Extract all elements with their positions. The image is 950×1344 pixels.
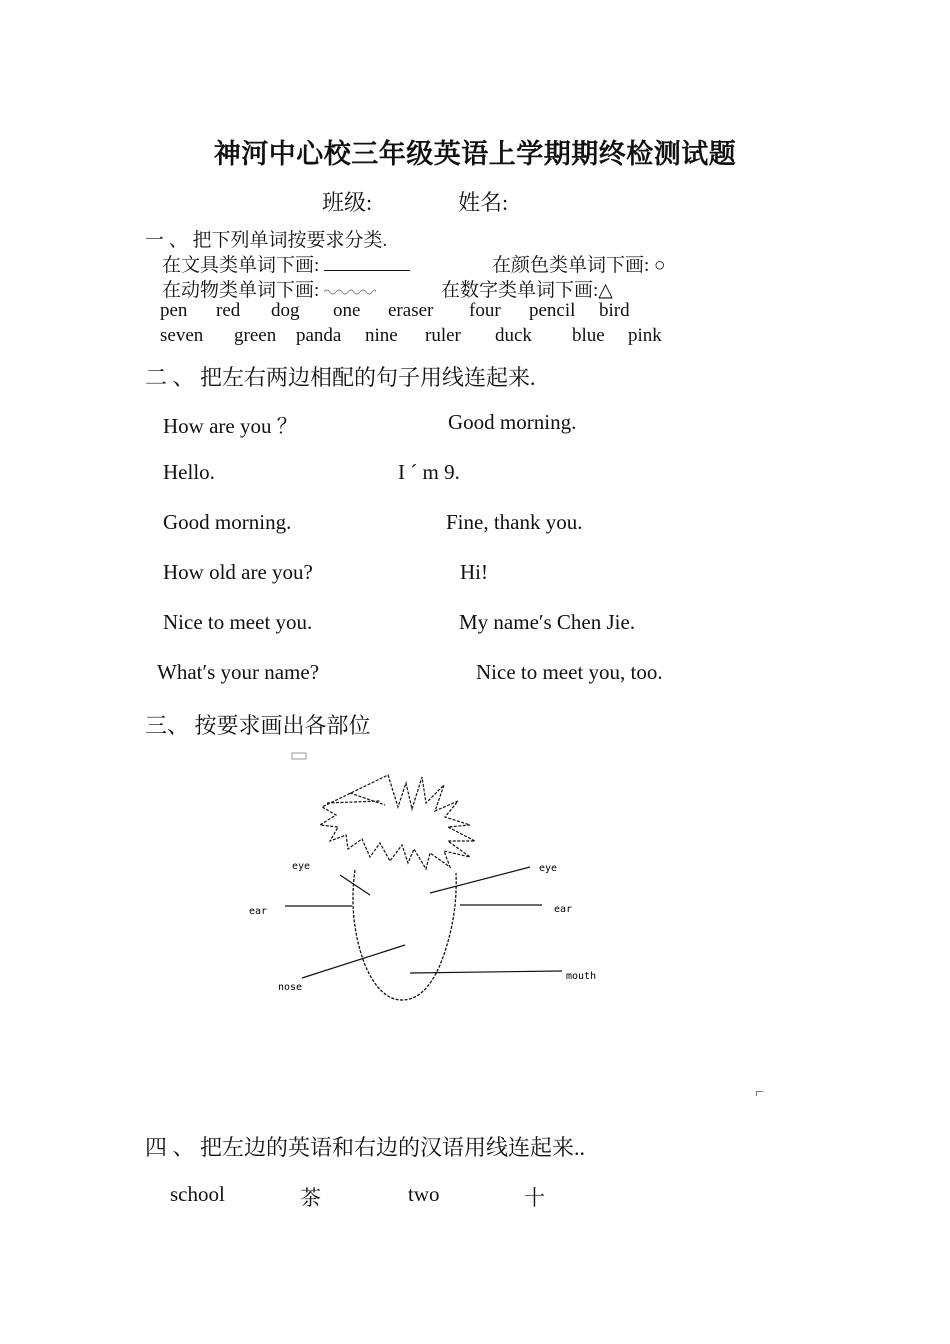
word: pink (628, 325, 662, 346)
word: bird (599, 300, 630, 321)
label-ear-left: ear (249, 906, 268, 917)
rule-stationery (162, 250, 410, 277)
word: pencil (529, 300, 576, 321)
word: duck (495, 325, 532, 346)
section2-heading: 二 、 把左右两边相配的句子用线连起来. (145, 365, 536, 390)
word: four (469, 300, 501, 321)
left-sentence: Hello. (163, 460, 215, 484)
label-eye-right: eye (539, 863, 558, 874)
scan-mark (756, 1091, 763, 1096)
word: blue (572, 325, 605, 346)
wavy-line-sample (324, 288, 376, 296)
face-diagram (230, 745, 610, 1010)
rule-animal (162, 275, 376, 302)
left-sentence: What′s your name? (157, 660, 320, 684)
page-title: 神河中心校三年级英语上学期期终检测试题 (213, 139, 737, 169)
left-sentence: Good morning. (163, 510, 292, 534)
word: dog (271, 300, 300, 321)
rule-number: 在数字类单词下画:△ (441, 280, 613, 301)
word: red (216, 300, 241, 321)
name-label: 姓名: (458, 190, 509, 215)
right-sentence: Nice to meet you, too. (476, 660, 663, 684)
word: panda (296, 325, 342, 346)
chinese-word: 茶 (300, 1186, 321, 1210)
section1-heading: 一 、 把下列单词按要求分类. (145, 230, 388, 251)
word: nine (365, 325, 398, 346)
word: eraser (388, 300, 434, 321)
rule-stationery-text: 在文具类单词下画: (162, 255, 320, 276)
word: ruler (425, 325, 461, 346)
right-sentence: Good morning. (448, 410, 577, 434)
word: one (333, 300, 361, 321)
word: pen (160, 300, 188, 321)
section3-heading: 三、 按要求画出各部位 (145, 713, 371, 738)
word-list-row1 (0, 300, 950, 324)
label-eye-left: eye (292, 861, 311, 872)
left-sentence: Nice to meet you. (163, 610, 313, 634)
left-sentence: How old are you? (163, 560, 313, 584)
right-sentence: Fine, thank you. (446, 510, 583, 534)
english-word: school (170, 1182, 225, 1206)
underline-sample (324, 270, 410, 271)
right-sentence: My name′s Chen Jie. (459, 610, 636, 634)
rule-color: 在颜色类单词下画: ○ (492, 255, 666, 276)
right-sentence: I ´ m 9. (398, 460, 460, 484)
word: seven (160, 325, 204, 346)
label-nose: nose (278, 982, 303, 993)
right-sentence: Hi! (460, 560, 488, 584)
section4-heading: 四 、 把左边的英语和右边的汉语用线连起来.. (145, 1135, 586, 1160)
rule-animal-text: 在动物类单词下画: (162, 280, 320, 301)
left-sentence: How are you ？ (163, 414, 298, 438)
english-word: two (408, 1182, 440, 1206)
label-ear-right: ear (554, 904, 573, 915)
chinese-word: 十 (524, 1186, 545, 1210)
class-label: 班级: (322, 190, 373, 215)
word: green (234, 325, 277, 346)
word-list-row2 (0, 325, 950, 349)
label-mouth: mouth (566, 971, 597, 982)
